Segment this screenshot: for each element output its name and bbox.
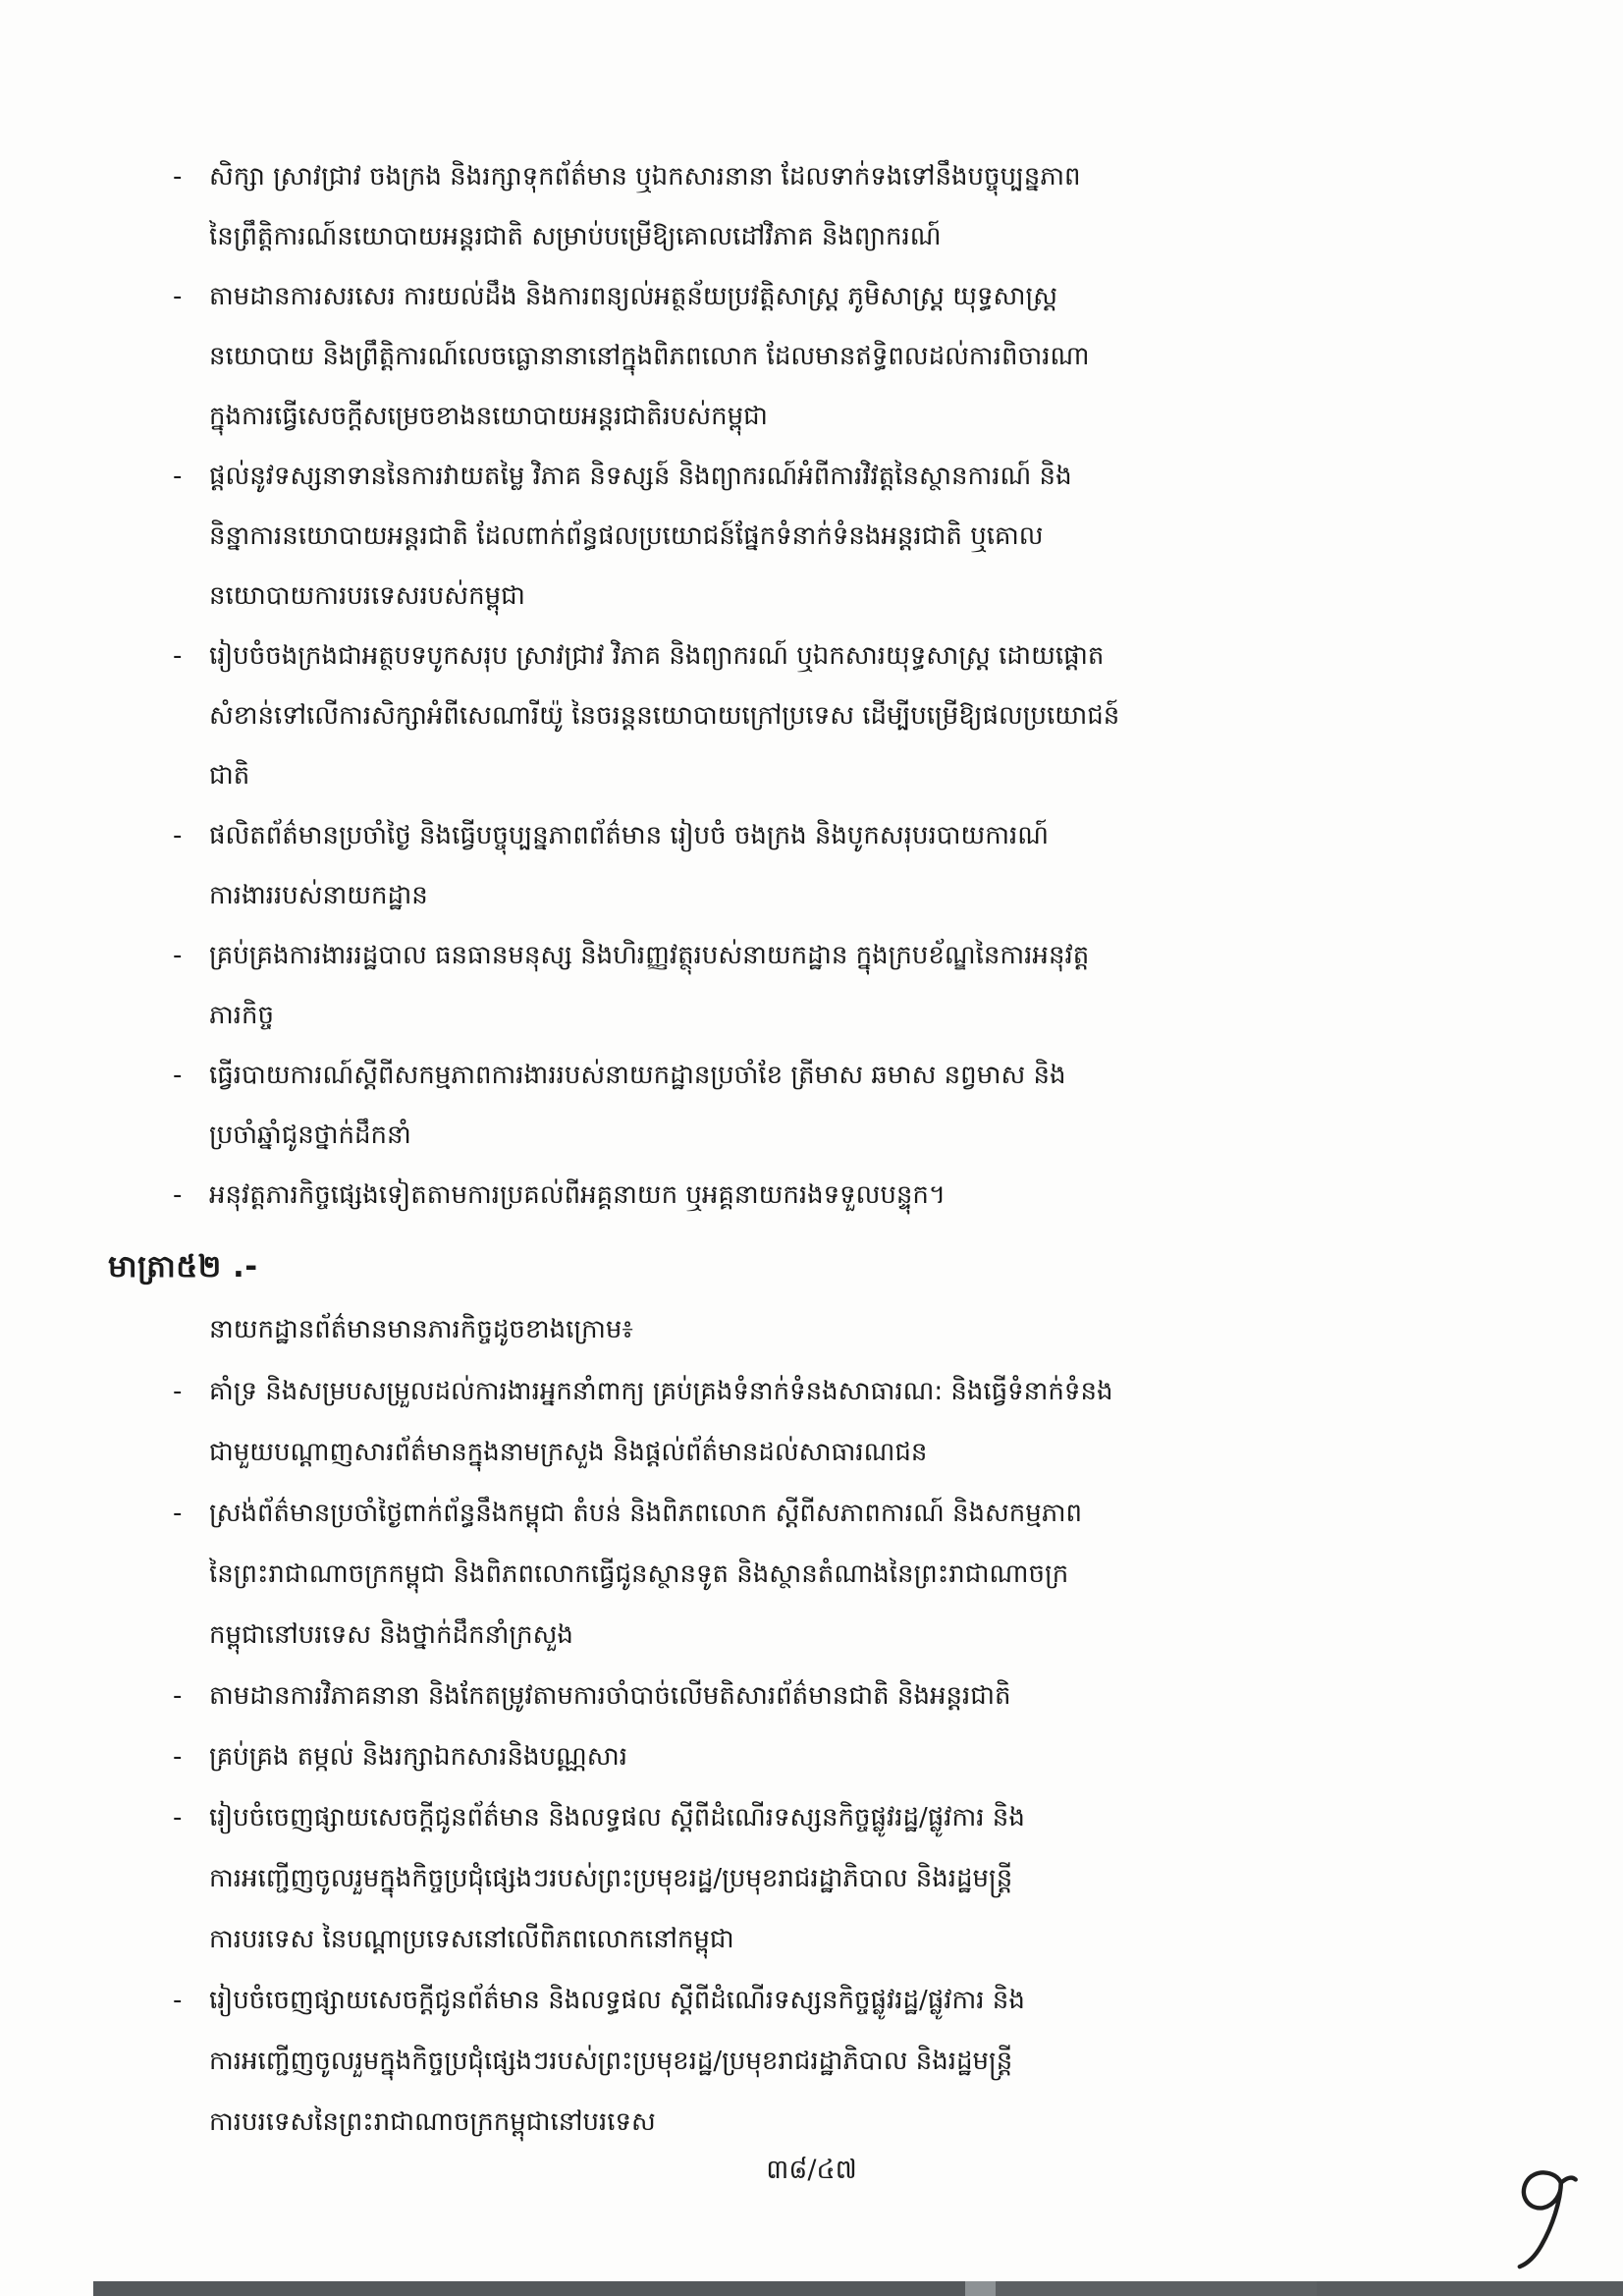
text-line: ប្រចាំឆ្នាំជូនថ្នាក់ដឹកនាំ <box>209 1121 411 1150</box>
scan-artifact-band <box>93 2281 1623 2296</box>
bullet-dash: - <box>173 1742 183 1772</box>
page-number: ៣៨/៤៧ <box>766 2155 857 2185</box>
text-line: ការអញ្ជើញចូលរួមក្នុងកិច្ចប្រជុំផ្សេងៗរបស់ព្រះប្រមុខរដ្ឋ/ប្រមុខរាជរដ្ឋាភិបាល និងរដ្ឋមន្ត្រី <box>209 2047 1013 2076</box>
text-line: នយោបាយ និងព្រឹត្តិការណ៍លេចធ្លោនានានៅក្នុងពិភពលោក ដែលមានឥទ្ធិពលដល់ការពិចារណា <box>209 342 1090 371</box>
scan-band-segment <box>996 2281 1317 2296</box>
bullet-dash: - <box>173 1180 183 1210</box>
list-item <box>0 1046 1623 1166</box>
text-line: ជាតិ <box>209 761 250 791</box>
bullet-text <box>209 627 1623 806</box>
article-51-duty-list <box>0 147 1623 1226</box>
bullet-dash: - <box>173 1377 183 1406</box>
list-item <box>0 926 1623 1046</box>
text-line: ការបរទេស នៃបណ្តាប្រទេសនៅលើពិភពលោកនៅកម្ពុជា <box>209 1925 734 1954</box>
scan-band-segment <box>93 2281 965 2296</box>
list-item <box>0 806 1623 926</box>
list-item <box>0 267 1623 447</box>
text-line: ការបរទេសនៃព្រះរាជាណាចក្រកម្ពុជានៅបរទេស <box>209 2107 656 2137</box>
text-line: នៃព្រឹត្តិការណ៍នយោបាយអន្តរជាតិ សម្រាប់បម្រើឱ្យគោលដៅវិភាគ និងព្យាករណ៍ <box>209 222 942 251</box>
text-line: ការងាររបស់នាយកដ្ឋាន <box>209 881 428 910</box>
article-52-duty-list <box>0 1361 1623 2153</box>
text-line: រៀបចំចេញផ្សាយសេចក្តីជូនព័ត៌មាន និងលទ្ធផល ស្តីពីដំណើរទស្សនកិច្ចផ្លូវរដ្ឋ/ផ្លូវការ និង <box>209 1986 1025 2015</box>
text-line: កម្ពុជានៅបរទេស និងថ្នាក់ដឹកនាំក្រសួង <box>209 1620 573 1650</box>
bullet-dash: - <box>173 1681 183 1711</box>
bullet-text <box>209 267 1623 447</box>
bullet-dash: - <box>173 162 183 191</box>
list-item <box>0 1726 1623 1787</box>
bullet-dash: - <box>173 282 183 311</box>
bullet-text <box>209 806 1623 926</box>
bullet-dash: - <box>173 1499 183 1528</box>
text-line: និន្នាការនយោបាយអន្តរជាតិ ដែលពាក់ព័ន្ធផលប្រយោជន៍ផ្នែកទំនាក់ទំនងអន្តរជាតិ ឬគោល <box>209 521 1044 551</box>
list-item <box>0 147 1623 267</box>
bullet-text <box>209 1970 1623 2153</box>
text-line: គ្រប់គ្រងការងាររដ្ឋបាល ធនធានមនុស្ស និងហិរញ្ញវត្ថុរបស់នាយកដ្ឋាន ក្នុងក្របខ័ណ្ឌនៃការអនុវត្ត <box>209 941 1090 970</box>
bullet-dash: - <box>173 641 183 671</box>
list-item <box>0 1970 1623 2153</box>
bullet-dash: - <box>173 1986 183 2015</box>
text-line: ការអញ្ជើញចូលរួមក្នុងកិច្ចប្រជុំផ្សេងៗរបស់ព្រះប្រមុខរដ្ឋ/ប្រមុខរាជរដ្ឋាភិបាល និងរដ្ឋមន្ត្រី <box>209 1864 1013 1893</box>
bullet-dash: - <box>173 1803 183 1832</box>
list-item <box>0 1483 1623 1666</box>
scan-band-segment <box>965 2281 996 2296</box>
text-line: សំខាន់ទៅលើការសិក្សាអំពីសេណារីយ៉ូ នៃចរន្តនយោបាយក្រៅប្រទេស ដើម្បីបម្រើឱ្យផលប្រយោជន៍ <box>209 701 1120 731</box>
scan-band-segment <box>1317 2281 1623 2296</box>
text-line: គ្រប់គ្រង តម្កល់ និងរក្សាឯកសារនិងបណ្ណសារ <box>209 1742 627 1772</box>
page-content <box>0 147 1623 2153</box>
article-heading: មាត្រា៥២ .- <box>108 1249 258 1285</box>
text-line: រៀបចំចងក្រងជាអត្ថបទបូកសរុប ស្រាវជ្រាវ វិភាគ និងព្យាករណ៍ ឬឯកសារយុទ្ធសាស្ត្រ ដោយផ្តោត <box>209 641 1105 671</box>
text-line: ផលិតព័ត៌មានប្រចាំថ្ងៃ និងធ្វើបច្ចុប្បន្នភាពព័ត៌មាន រៀបចំ ចងក្រង និងបូកសរុបរបាយការណ៍ <box>209 821 1049 850</box>
text-line: អនុវត្តភារកិច្ចផ្សេងទៀតតាមការប្រគល់ពីអគ្គនាយក ឬអគ្គនាយករងទទួលបន្ទុក។ <box>209 1180 947 1210</box>
bullet-text <box>209 1361 1623 1483</box>
list-item <box>0 1361 1623 1483</box>
list-item <box>0 627 1623 806</box>
text-line: គាំទ្រ និងសម្របសម្រួលដល់ការងារអ្នកនាំពាក្យ គ្រប់គ្រងទំនាក់ទំនងសាធារណ: និងធ្វើទំនាក់ទំនង <box>209 1377 1113 1406</box>
bullet-text <box>209 447 1623 627</box>
bullet-text <box>209 1787 1623 1970</box>
bullet-dash: - <box>173 462 183 491</box>
list-item <box>0 1787 1623 1970</box>
bullet-text <box>209 1046 1623 1166</box>
list-item <box>0 1166 1623 1226</box>
text-line: ផ្តល់នូវទស្សនាទាននៃការវាយតម្លៃ វិភាគ និទស្សន៍ និងព្យាករណ៍អំពីការវិវត្តនៃស្ថានការណ៍ និង <box>209 462 1072 491</box>
bullet-text <box>209 1726 1623 1787</box>
text-line: តាមដានការសរសេរ ការយល់ដឹង និងការពន្យល់អត្ថន័យប្រវត្តិសាស្ត្រ ភូមិសាស្ត្រ យុទ្ធសាស្ត្រ <box>209 282 1057 311</box>
list-item <box>0 447 1623 627</box>
bullet-text <box>209 1666 1623 1726</box>
handwritten-initial-icon <box>1492 2160 1589 2279</box>
section-intro: នាយកដ្ឋានព័ត៌មានមានភារកិច្ចដូចខាងក្រោម៖ <box>209 1315 633 1344</box>
text-line: ភារកិច្ច <box>209 1001 275 1030</box>
bullet-text <box>209 926 1623 1046</box>
text-line: នយោបាយការបរទេសរបស់កម្ពុជា <box>209 581 525 611</box>
text-line: ធ្វើរបាយការណ៍ស្តីពីសកម្មភាពការងាររបស់នាយកដ្ឋានប្រចាំខែ ត្រីមាស ឆមាស នព្វមាស និង <box>209 1061 1066 1090</box>
bullet-text <box>209 1166 1623 1226</box>
text-line: តាមដានការវិភាគនានា និងកែតម្រូវតាមការចាំបាច់លើមតិសារព័ត៌មានជាតិ និងអន្តរជាតិ <box>209 1681 1011 1711</box>
bullet-text <box>209 147 1623 267</box>
bullet-dash: - <box>173 821 183 850</box>
text-line: រៀបចំចេញផ្សាយសេចក្តីជូនព័ត៌មាន និងលទ្ធផល ស្តីពីដំណើរទស្សនកិច្ចផ្លូវរដ្ឋ/ផ្លូវការ និង <box>209 1803 1025 1832</box>
bullet-dash: - <box>173 1061 183 1090</box>
text-line: នៃព្រះរាជាណាចក្រកម្ពុជា និងពិភពលោកធ្វើជូនស្ថានទូត និងស្ថានតំណាងនៃព្រះរាជាណាចក្រ <box>209 1559 1069 1589</box>
list-item <box>0 1666 1623 1726</box>
text-line: សិក្សា ស្រាវជ្រាវ ចងក្រង និងរក្សាទុកព័ត៌មាន ឬឯកសារនានា ដែលទាក់ទងទៅនឹងបច្ចុប្បន្នភាព <box>209 162 1081 191</box>
text-line: ស្រង់ព័ត៌មានប្រចាំថ្ងៃពាក់ព័ន្ធនឹងកម្ពុជា តំបន់ និងពិភពលោក ស្តីពីសភាពការណ៍ និងសកម្មភាព <box>209 1499 1082 1528</box>
bullet-text <box>209 1483 1623 1666</box>
text-line: ក្នុងការធ្វើសេចក្តីសម្រេចខាងនយោបាយអន្តរជាតិរបស់កម្ពុជា <box>209 402 768 431</box>
bullet-dash: - <box>173 941 183 970</box>
text-line: ជាមួយបណ្តាញសារព័ត៌មានក្នុងនាមក្រសួង និងផ្តល់ព័ត៌មានដល់សាធារណជន <box>209 1438 928 1467</box>
